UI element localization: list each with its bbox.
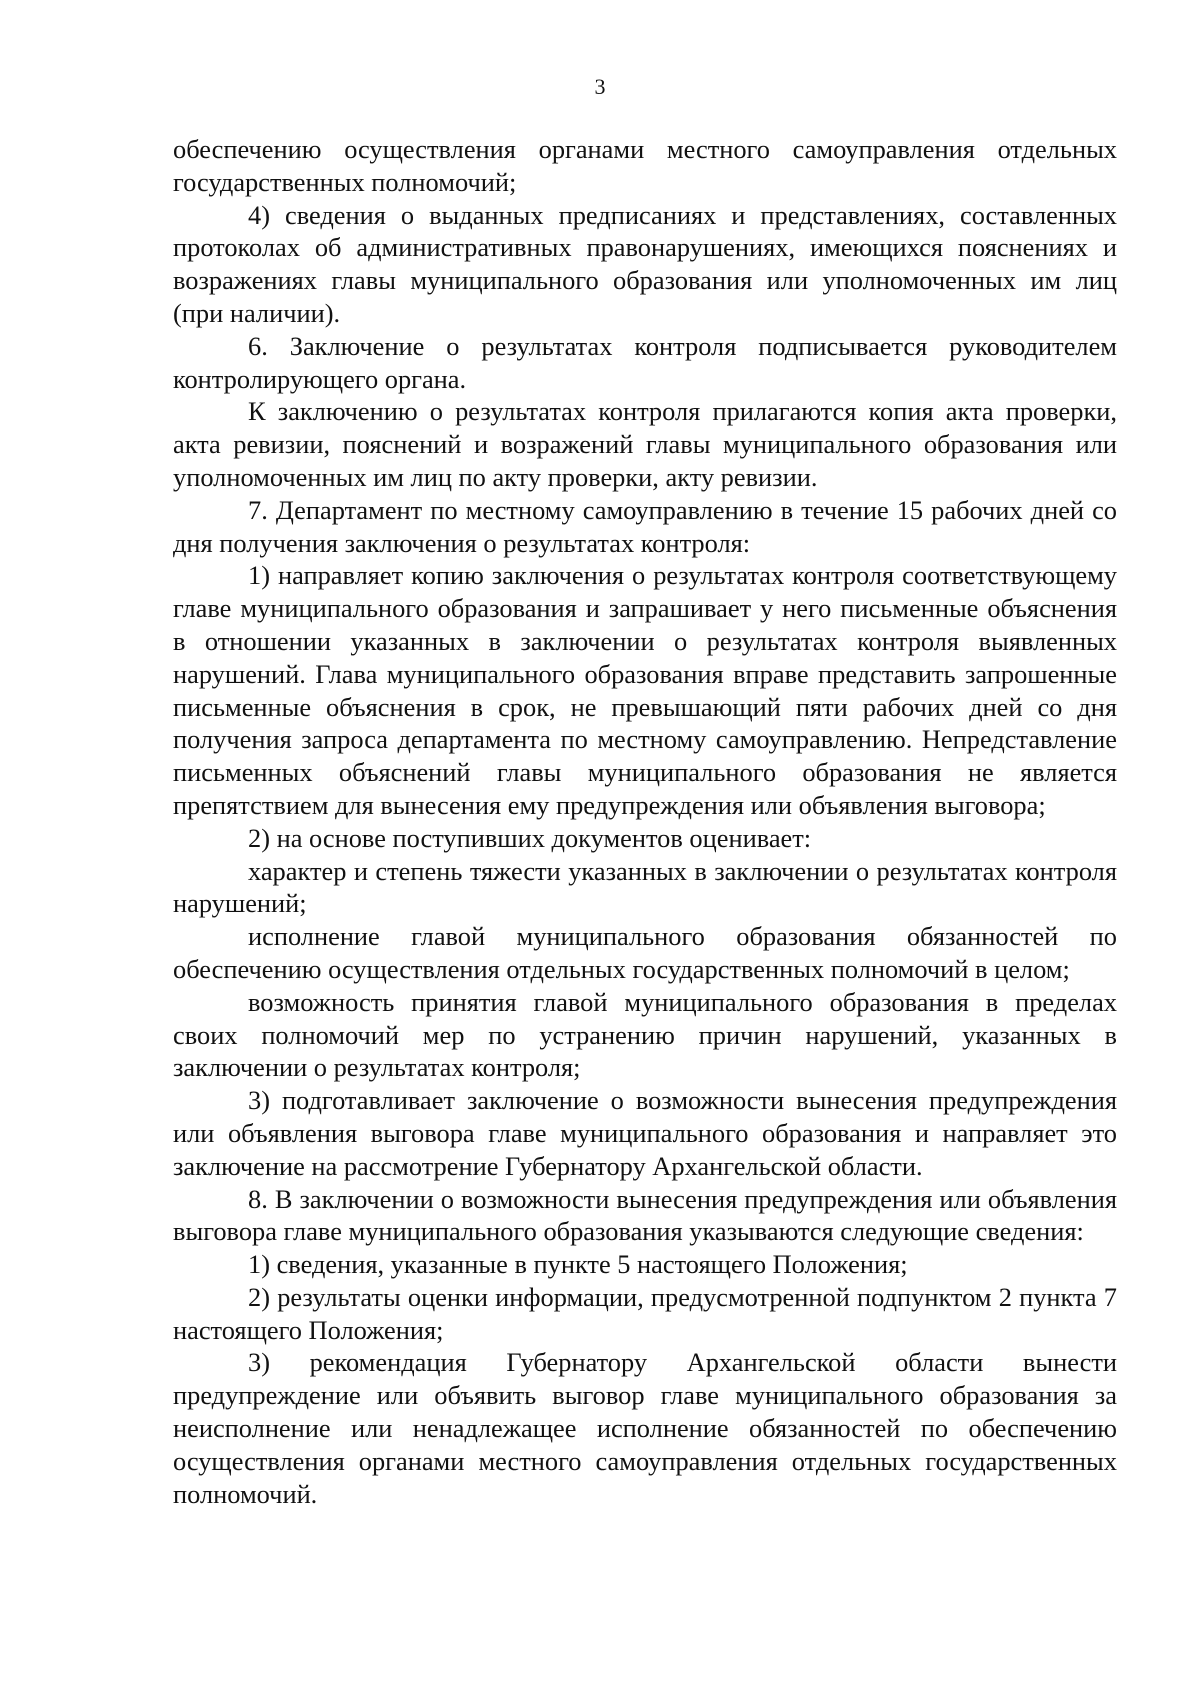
paragraph: 6. Заключение о результатах контроля подписывается руководителем контролирующего органа.: [173, 330, 1117, 394]
paragraph: обеспечению осуществления органами местного самоуправления отдельных государственных полномочий;: [173, 134, 1117, 197]
paragraph: 8. В заключении о возможности вынесения предупреждения или объявления выговора главе муниципального образования указываются следующие сведения:: [173, 1183, 1117, 1247]
paragraph: возможность принятия главой муниципального образования в пределах своих полномочий мер по устранению причин нарушений, указанных в заключении о результатах контроля;: [173, 986, 1117, 1083]
paragraph: 2) на основе поступивших документов оценивает:: [248, 822, 812, 853]
paragraph: характер и степень тяжести указанных в заключении о результатах контроля нарушений;: [173, 855, 1117, 919]
page-number: 3: [594, 74, 606, 99]
document-body: [173, 133, 1117, 1510]
paragraph: 4) сведения о выданных предписаниях и представлениях, составленных протоколах об административных правонарушениях, имеющихся пояснениях и возражениях главы муниципального образования или уполномоченных им лиц (при наличии).: [173, 199, 1117, 328]
paragraph: 3) рекомендация Губернатору Архангельской области вынести предупреждение или объявить выговор главе муниципального образования за неисполнение или ненадлежащее исполнение обязанностей по обеспечению осуществления органами местного самоуправления отдельных государственных полномочий.: [173, 1347, 1117, 1509]
paragraph: 3) подготавливает заключение о возможности вынесения предупреждения или объявления выговора главе муниципального образования и направляет это заключение на рассмотрение Губернатору Архангельской области.: [173, 1085, 1117, 1181]
paragraph: исполнение главой муниципального образования обязанностей по обеспечению осуществления отдельных государственных полномочий в целом;: [173, 921, 1117, 984]
paragraph: К заключению о результатах контроля прилагаются копия акта проверки, акта ревизии, пояснений и возражений главы муниципального образования или уполномоченных им лиц по акту проверки, акту ревизии.: [173, 396, 1117, 492]
paragraph: 2) результаты оценки информации, предусмотренной подпунктом 2 пункта 7 настоящего Положения;: [173, 1281, 1117, 1345]
paragraph: 7. Департамент по местному самоуправлению в течение 15 рабочих дней со дня получения заключения о результатах контроля:: [173, 494, 1117, 558]
paragraph: 1) направляет копию заключения о результатах контроля соответствующему главе муниципального образования и запрашивает у него письменные объяснения в отношении указанных в заключении о результатах контроля выявленных нарушений. Глава муниципального образования вправе представить запрошенные письменные объяснения в срок, не превышающий пяти рабочих дней со дня получения запроса департамента по местному самоуправлению. Непредставление письменных объяснений главы муниципального образования не является препятствием для вынесения ему предупреждения или объявления выговора;: [173, 560, 1117, 820]
paragraph: 1) сведения, указанные в пункте 5 настоящего Положения;: [248, 1249, 908, 1280]
